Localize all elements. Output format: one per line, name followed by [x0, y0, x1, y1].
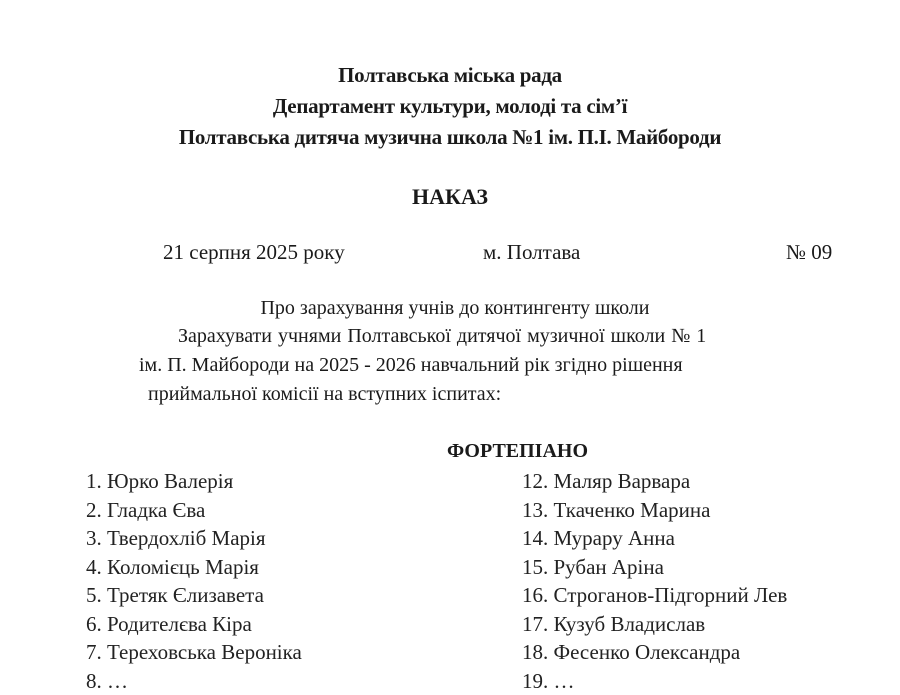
list-item: 19. …	[522, 667, 787, 695]
list-item: 18. Фесенко Олександра	[522, 638, 787, 667]
list-item: 14. Мурару Анна	[522, 524, 787, 553]
list-item: 7. Тереховська Вероніка	[86, 638, 302, 667]
list-item: 5. Третяк Єлизавета	[86, 581, 302, 610]
student-list-right	[522, 467, 787, 695]
order-subject: Про зарахування учнів до контингенту школи	[0, 297, 900, 320]
list-item: 4. Коломієць Марія	[86, 553, 302, 582]
section-title-piano: ФОРТЕПІАНО	[447, 440, 588, 463]
body-line-1: Зарахувати учнями Полтавської дитячої музичної школи № 1	[178, 325, 706, 348]
list-item: 2. Гладка Єва	[86, 496, 302, 525]
list-item: 1. Юрко Валерія	[86, 467, 302, 496]
body-line-3: приймальної комісії на вступних іспитах:	[148, 383, 501, 406]
list-item: 6. Родителєва Кіра	[86, 610, 302, 639]
list-item: 8. …	[86, 667, 302, 695]
order-place: м. Полтава	[483, 240, 580, 265]
list-item: 16. Строганов-Підгорний Лев	[522, 581, 787, 610]
student-list-left	[86, 467, 302, 695]
list-item: 15. Рубан Аріна	[522, 553, 787, 582]
order-date: 21 серпня 2025 року	[163, 240, 345, 265]
list-item: 13. Ткаченко Марина	[522, 496, 787, 525]
document-title: НАКАЗ	[0, 184, 900, 210]
header-school: Полтавська дитяча музична школа №1 ім. П.І. Майбороди	[0, 125, 900, 150]
order-number: № 09	[786, 240, 832, 265]
list-item: 3. Твердохліб Марія	[86, 524, 302, 553]
list-item: 12. Маляр Варвара	[522, 467, 787, 496]
list-item: 17. Кузуб Владислав	[522, 610, 787, 639]
body-line-2: ім. П. Майбороди на 2025 - 2026 навчальний рік згідно рішення	[139, 354, 683, 377]
header-department: Департамент культури, молоді та сім’ї	[0, 94, 900, 119]
header-city-council: Полтавська міська рада	[0, 63, 900, 88]
